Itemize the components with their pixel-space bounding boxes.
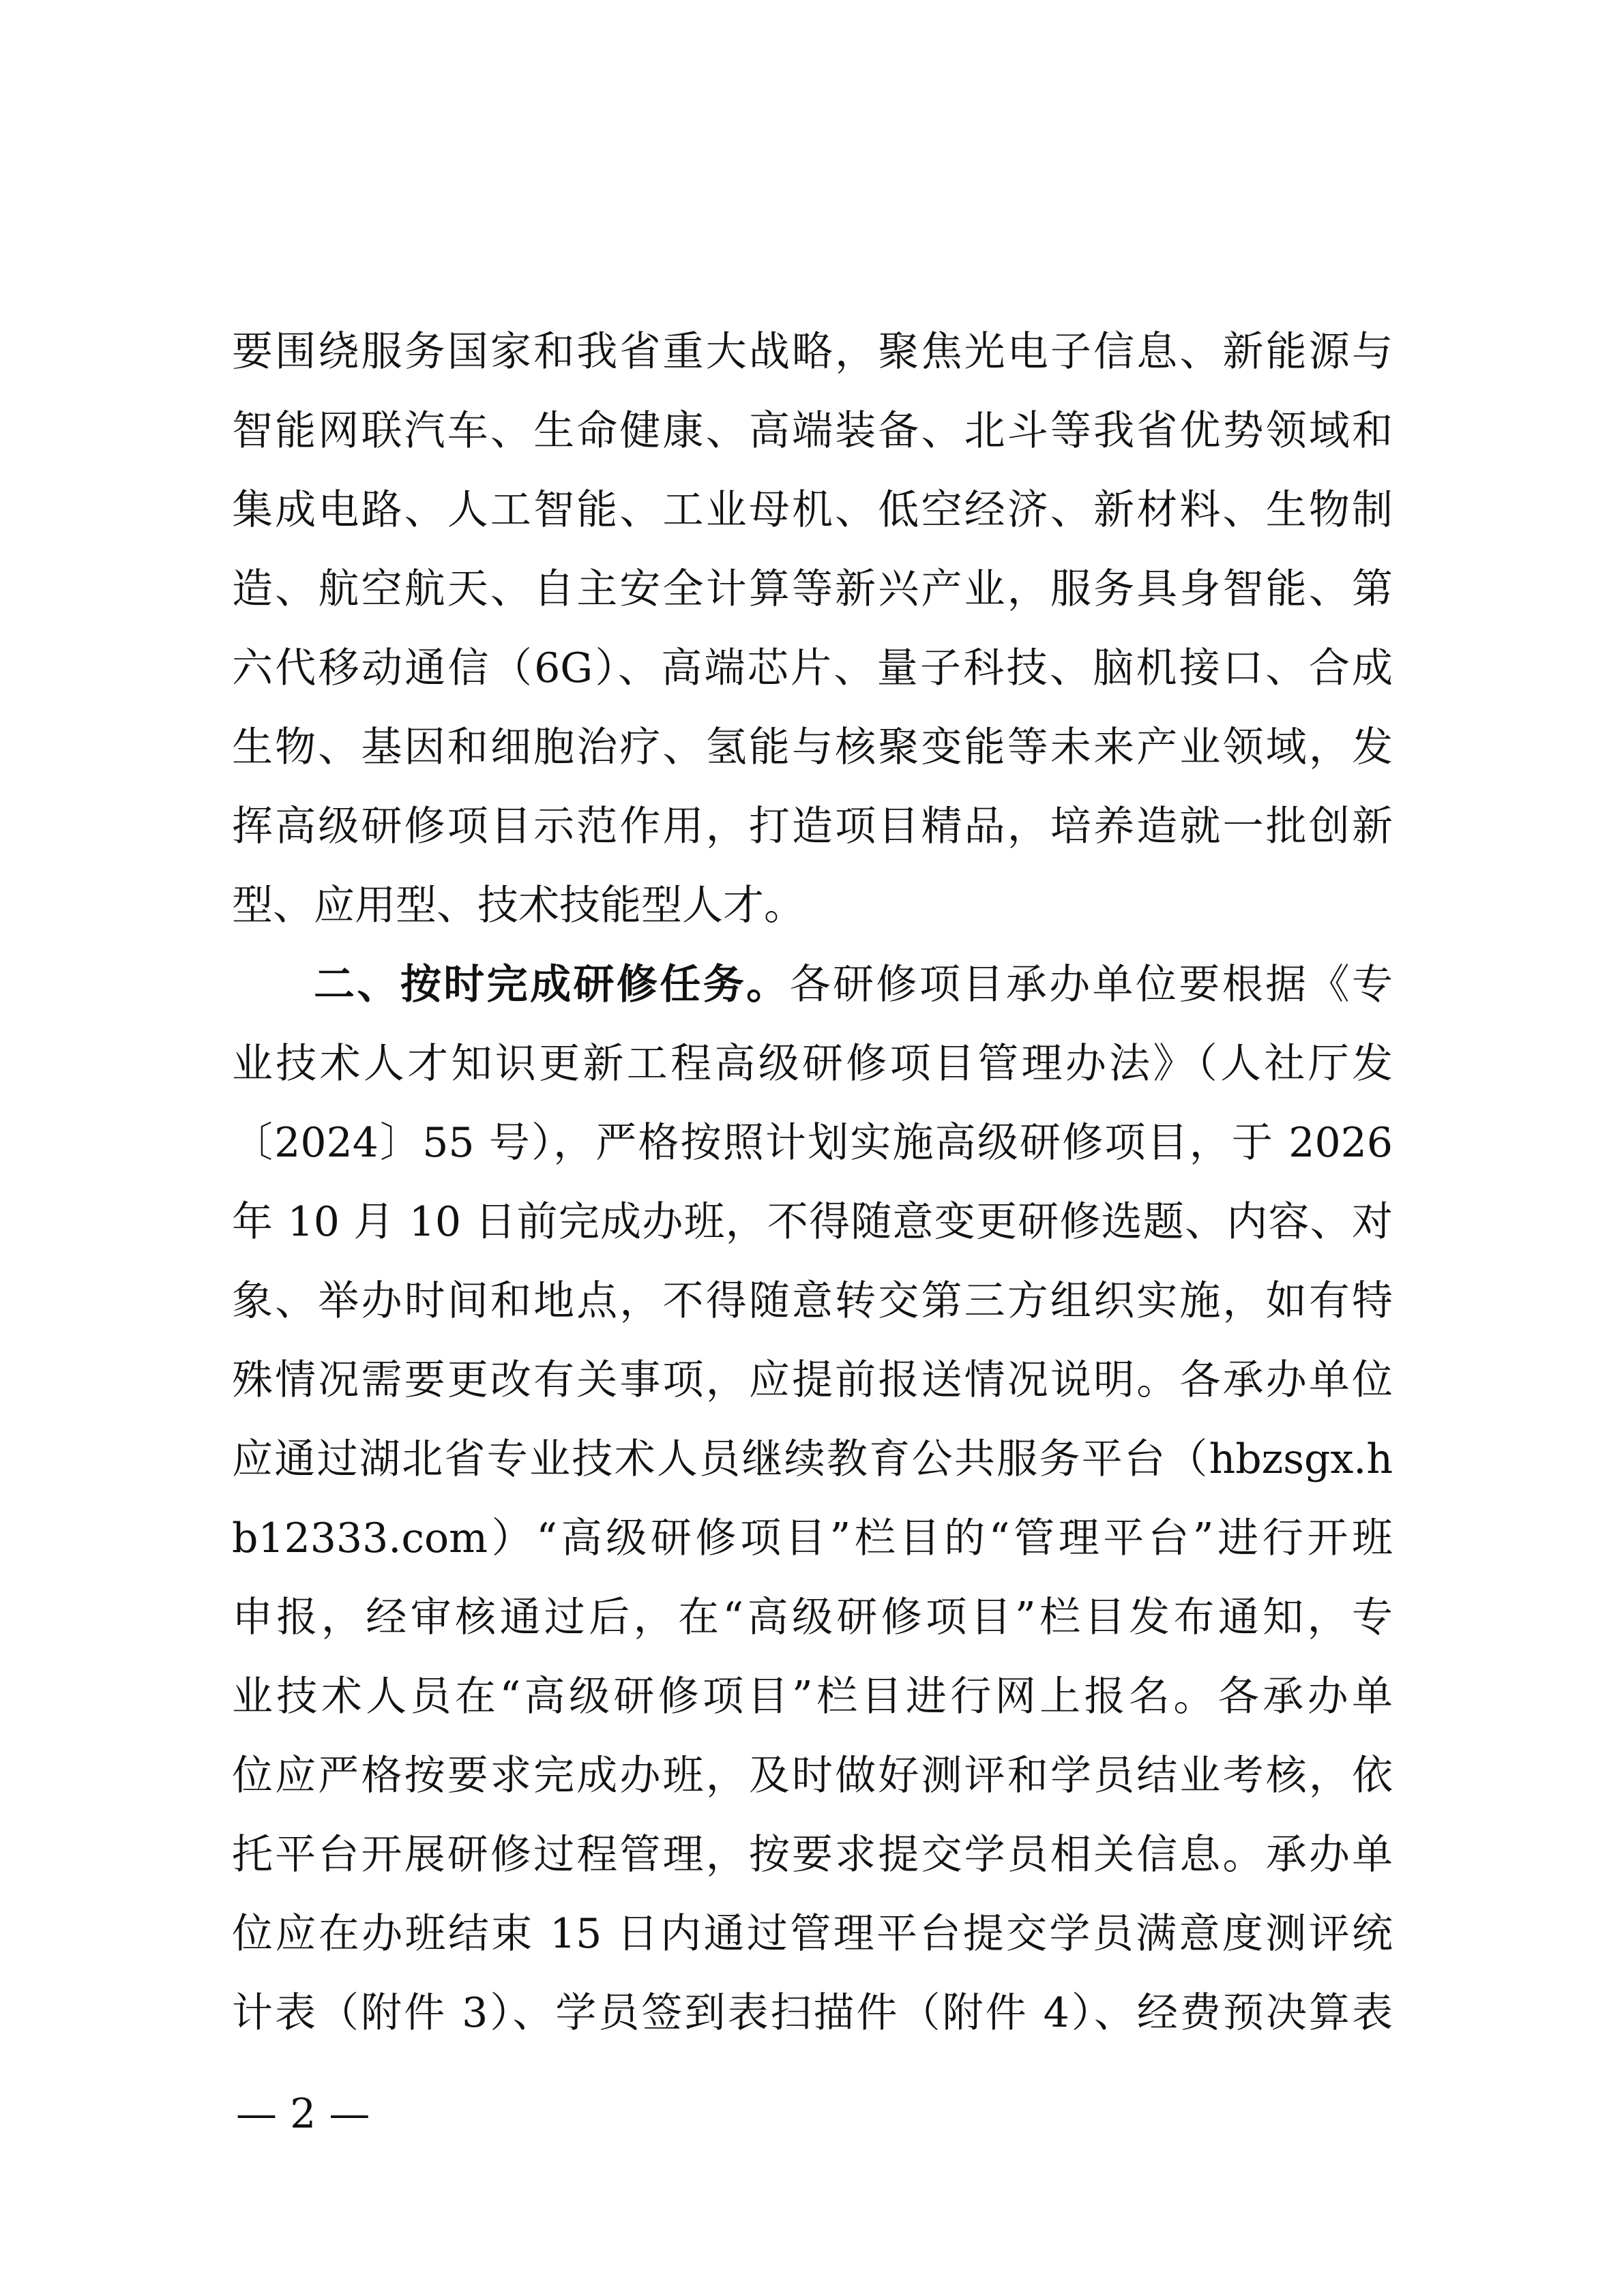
text-line: 集成电路、人工智能、工业母机、低空经济、新材料、生物制 [232, 486, 1393, 534]
text-line: 〔2024〕55 号），严格按照计划实施高级研修项目，于 2026 [232, 1119, 1393, 1167]
section-heading: 二、按时完成研修任务。 [314, 961, 790, 1009]
text-line: 业技术人员在“高级研修项目”栏目进行网上报名。各承办单 [232, 1673, 1393, 1720]
text-line [232, 945, 1393, 1024]
text-line: 位应在办班结束 15 日内通过管理平台提交学员满意度测评统 [232, 1910, 1393, 1958]
text-line: 挥高级研修项目示范作用，打造项目精品，培养造就一批创新 [232, 803, 1393, 850]
text-line: 业技术人才知识更新工程高级研修项目管理办法》（人社厅发 [232, 1040, 1393, 1088]
text-line: 应通过湖北省专业技术人员继续教育公共服务平台（hbzsgx.h [232, 1435, 1393, 1483]
text-line: 生物、基因和细胞治疗、氢能与核聚变能等未来产业领域，发 [232, 724, 1393, 771]
text-line: 位应严格按要求完成办班，及时做好测评和学员结业考核，依 [232, 1752, 1393, 1800]
paragraph-1 [232, 312, 1393, 945]
body-text [232, 312, 1393, 2053]
text-line: 象、举办时间和地点，不得随意转交第三方组织实施，如有特 [232, 1277, 1393, 1325]
text-line: 造、航空航天、自主安全计算等新兴产业，服务具身智能、第 [232, 565, 1393, 613]
paragraph-2 [232, 945, 1393, 2053]
page-number: — 2 — [236, 2090, 370, 2138]
text-line: 托平台开展研修过程管理，按要求提交学员相关信息。承办单 [232, 1831, 1393, 1879]
text-line: 智能网联汽车、生命健康、高端装备、北斗等我省优势领域和 [232, 407, 1393, 455]
text-line: 殊情况需要更改有关事项，应提前报送情况说明。各承办单位 [232, 1356, 1393, 1404]
text-line: 计表（附件 3）、学员签到表扫描件（附件 4）、经费预决算表 [232, 1989, 1393, 2037]
text-line: 要围绕服务国家和我省重大战略，聚焦光电子信息、新能源与 [232, 328, 1393, 376]
text-line: b12333.com）“高级研修项目”栏目的“管理平台”进行开班 [232, 1515, 1393, 1562]
text-line-rest: 各研修项目承办单位要根据《专 [789, 961, 1393, 1009]
text-line: 六代移动通信（6G）、高端芯片、量子科技、脑机接口、合成 [232, 644, 1393, 692]
text-line: 申报，经审核通过后，在“高级研修项目”栏目发布通知，专 [232, 1594, 1393, 1641]
text-line: 年 10 月 10 日前完成办班，不得随意变更研修选题、内容、对 [232, 1198, 1393, 1246]
text-line: 型、应用型、技术技能型人才。 [232, 882, 805, 929]
